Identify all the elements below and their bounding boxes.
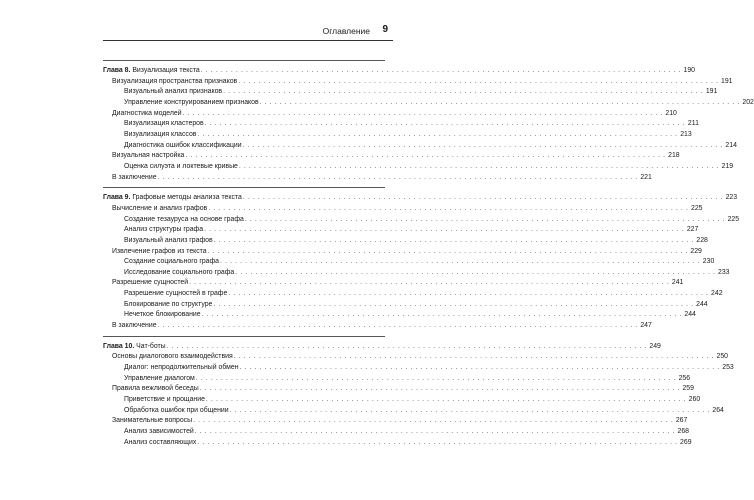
table-of-contents xyxy=(103,56,754,448)
header-rule xyxy=(103,40,393,41)
entry-title: Занимательные вопросы xyxy=(112,417,193,425)
dot-leader: . . . . . . . . . . . . . . . . . . . . . . . . . . . . . . . . . . . . . . . . . . . . . . . . . . . . . . . . . . . . . . . . . . . . . . . . . . . . . . . . . . . . . . . . . . . . . . . . xyxy=(228,290,709,298)
dot-leader: . . . . . . . . . . . . . . . . . . . . . . . . . . . . . . . . . . . . . . . . . . . . . . . . . . . . . . . . . . . . . . . . . . . . . . . . . . . . . . . . . . . . . . . . . . . . . . . . xyxy=(199,385,680,393)
toc-entry-row xyxy=(103,173,652,184)
page-ref: 244 xyxy=(684,311,696,319)
toc-entry-row xyxy=(103,278,684,289)
toc-entry-row xyxy=(103,225,699,236)
page-ref: 191 xyxy=(705,88,718,96)
dot-leader: . . . . . . . . . . . . . . . . . . . . . . . . . . . . . . . . . . . . . . . . . . . . . . . . . . . . . . . . . . . . . . . . . . . . . . . . . . . . . . . . . . . . . . . . . . . . . . . . xyxy=(233,353,714,361)
page-ref: 253 xyxy=(722,364,734,372)
dot-leader: . . . . . . . . . . . . . . . . . . . . . . . . . . . . . . . . . . . . . . . . . . . . . . . . . . . . . . . . . . . . . . . . . . . . . . . . . . . . . . . . . . . . . . . . . . . . . . . . xyxy=(157,173,638,181)
chapter-label: Глава 9. xyxy=(103,194,131,202)
dot-leader: . . . . . . . . . . . . . . . . . . . . . . . . . . . . . . . . . . . . . . . . . . . . . . . . . . . . . . . . . . . . . . . . . . . . . . . . . . . . . . . . . . . . . . . . . . . . . . . . xyxy=(238,162,720,170)
page-ref: 225 xyxy=(727,215,740,223)
toc-entry-row xyxy=(103,374,691,385)
entry-title: Диалог: непродолжительный обмен xyxy=(124,364,239,372)
entry-title: Визуальная настройка xyxy=(112,152,185,160)
toc-entry-row xyxy=(103,427,690,438)
entry-title: Создание социального графа xyxy=(124,258,220,266)
dot-leader: . . . . . . . . . . . . . . . . . . . . . . . . . . . . . . . . . . . . . . . . . . . . . . . . . . . . . . . . . . . . . . . . . . . . . . . . . . . . . . . . . . . . . . . . . . . . . . . . xyxy=(235,268,716,276)
toc-entry-row xyxy=(103,109,677,120)
page-ref: 242 xyxy=(711,290,723,298)
page-ref: 269 xyxy=(680,438,692,446)
entry-title: Визуальный анализ графов xyxy=(124,236,213,244)
dot-leader: . . . . . . . . . . . . . . . . . . . . . . . . . . . . . . . . . . . . . . . . . . . . . . . . . . . . . . . . . . . . . . . . . . . . . . . . . . . . . . . . . . . . . . . . . . . . . . . . xyxy=(204,226,685,234)
chapter-name: Визуализация текста xyxy=(130,67,200,74)
toc-entry-row xyxy=(103,352,728,363)
entry-title: Оценка силуэта и локтевые кривые xyxy=(124,162,238,170)
entry-title: Визуализация пространства признаков xyxy=(112,77,238,85)
page-ref: 228 xyxy=(696,236,708,244)
page-ref: 249 xyxy=(649,342,661,350)
page-ref: 267 xyxy=(675,417,688,425)
entry-title: Разрешение сущностей в графе xyxy=(124,290,228,298)
entry-title: Анализ зависимостей xyxy=(124,428,194,435)
chapter-title xyxy=(103,66,200,77)
page-ref: 229 xyxy=(690,247,702,255)
chapter-title xyxy=(103,342,166,353)
toc-entry-row xyxy=(103,162,734,173)
dot-leader: . . . . . . . . . . . . . . . . . . . . . . . . . . . . . . . . . . . . . . . . . . . . . . . . . . . . . . . . . . . . . . . . . . . . . . . . . . . . . . . . . . . . . . . . . . . . . . . . xyxy=(239,364,720,372)
toc-entry-row xyxy=(103,363,734,374)
toc-entry-row xyxy=(103,98,754,109)
entry-title: Визуализация кластеров xyxy=(124,120,204,128)
dot-leader: . . . . . . . . . . . . . . . . . . . . . . . . . . . . . . . . . . . . . . . . . . . . . . . . . . . . . . . . . . . . . . . . . . . . . . . . . . . . . . . . . . . . . . . . . . . . . . . . xyxy=(259,98,740,106)
toc-entry-row xyxy=(103,87,718,98)
dot-leader: . . . . . . . . . . . . . . . . . . . . . . . . . . . . . . . . . . . . . . . . . . . . . . . . . . . . . . . . . . . . . . . . . . . . . . . . . . . . . . . . . . . . . . . . . . . . . . . . xyxy=(200,67,681,74)
toc-entry-row xyxy=(103,268,730,279)
dot-leader: . . . . . . . . . . . . . . . . . . . . . . . . . . . . . . . . . . . . . . . . . . . . . . . . . . . . . . . . . . . . . . . . . . . . . . . . . . . . . . . . . . . . . . . . . . . . . . . . xyxy=(195,374,677,382)
section-title: Оглавление xyxy=(322,26,370,36)
toc-entry-row xyxy=(103,130,692,141)
dot-leader: . . . . . . . . . . . . . . . . . . . . . . . . . . . . . . . . . . . . . . . . . . . . . . . . . . . . . . . . . . . . . . . . . . . . . . . . . . . . . . . . . . . . . . . . . . . . . . . . xyxy=(207,247,688,255)
page-ref: 233 xyxy=(718,268,730,276)
page-ref: 247 xyxy=(640,322,652,330)
entry-title: Извлечение графов из текста xyxy=(112,247,207,255)
toc-entry-row xyxy=(103,406,724,417)
chapter-label: Глава 10. xyxy=(103,342,135,350)
page-ref: 210 xyxy=(665,109,677,117)
dot-leader: . . . . . . . . . . . . . . . . . . . . . . . . . . . . . . . . . . . . . . . . . . . . . . . . . . . . . . . . . . . . . . . . . . . . . . . . . . . . . . . . . . . . . . . . . . . . . . . . xyxy=(242,194,724,202)
dot-leader: . . . . . . . . . . . . . . . . . . . . . . . . . . . . . . . . . . . . . . . . . . . . . . . . . . . . . . . . . . . . . . . . . . . . . . . . . . . . . . . . . . . . . . . . . . . . . . . . xyxy=(205,396,687,404)
dot-leader: . . . . . . . . . . . . . . . . . . . . . . . . . . . . . . . . . . . . . . . . . . . . . . . . . . . . . . . . . . . . . . . . . . . . . . . . . . . . . . . . . . . . . . . . . . . . . . . . xyxy=(189,279,670,287)
dot-leader: . . . . . . . . . . . . . . . . . . . . . . . . . . . . . . . . . . . . . . . . . . . . . . . . . . . . . . . . . . . . . . . . . . . . . . . . . . . . . . . . . . . . . . . . . . . . . . . . xyxy=(197,130,678,138)
entry-title: Визуальный анализ признаков xyxy=(124,88,223,96)
entry-title: Управление диалогом xyxy=(124,374,195,382)
entry-title: Правила вежливой беседы xyxy=(112,385,199,393)
page-number: 9 xyxy=(382,24,388,35)
toc-entry-row xyxy=(103,438,692,449)
dot-leader: . . . . . . . . . . . . . . . . . . . . . . . . . . . . . . . . . . . . . . . . . . . . . . . . . . . . . . . . . . . . . . . . . . . . . . . . . . . . . . . . . . . . . . . . . . . . . . . . xyxy=(244,215,726,223)
dot-leader: . . . . . . . . . . . . . . . . . . . . . . . . . . . . . . . . . . . . . . . . . . . . . . . . . . . . . . . . . . . . . . . . . . . . . . . . . . . . . . . . . . . . . . . . . . . . . . . . xyxy=(229,406,710,414)
dot-leader: . . . . . . . . . . . . . . . . . . . . . . . . . . . . . . . . . . . . . . . . . . . . . . . . . . . . . . . . . . . . . . . . . . . . . . . . . . . . . . . . . . . . . . . . . . . . . . . . xyxy=(223,88,704,96)
chapter-separator xyxy=(103,60,385,61)
toc-chapter-row xyxy=(103,342,661,353)
toc-entry-row xyxy=(103,395,701,406)
toc-entry-row xyxy=(103,300,708,311)
page-ref: 250 xyxy=(716,353,728,361)
chapter-separator xyxy=(103,336,385,337)
dot-leader: . . . . . . . . . . . . . . . . . . . . . . . . . . . . . . . . . . . . . . . . . . . . . . . . . . . . . . . . . . . . . . . . . . . . . . . . . . . . . . . . . . . . . . . . . . . . . . . . xyxy=(194,428,676,435)
page-ref: 241 xyxy=(671,279,684,287)
dot-leader: . . . . . . . . . . . . . . . . . . . . . . . . . . . . . . . . . . . . . . . . . . . . . . . . . . . . . . . . . . . . . . . . . . . . . . . . . . . . . . . . . . . . . . . . . . . . . . . . xyxy=(201,311,682,319)
entry-title: Основы диалогового взаимодействия xyxy=(112,353,233,361)
page-ref: 191 xyxy=(721,77,733,85)
page-ref: 227 xyxy=(686,226,699,234)
toc-entry-row xyxy=(103,204,703,215)
dot-leader: . . . . . . . . . . . . . . . . . . . . . . . . . . . . . . . . . . . . . . . . . . . . . . . . . . . . . . . . . . . . . . . . . . . . . . . . . . . . . . . . . . . . . . . . . . . . . . . . xyxy=(157,322,638,330)
toc-entry-row xyxy=(103,384,694,395)
entry-title: Диагностика моделей xyxy=(112,109,182,117)
dot-leader: . . . . . . . . . . . . . . . . . . . . . . . . . . . . . . . . . . . . . . . . . . . . . . . . . . . . . . . . . . . . . . . . . . . . . . . . . . . . . . . . . . . . . . . . . . . . . . . . xyxy=(242,141,723,149)
toc-entry-row xyxy=(103,247,702,258)
dot-leader: . . . . . . . . . . . . . . . . . . . . . . . . . . . . . . . . . . . . . . . . . . . . . . . . . . . . . . . . . . . . . . . . . . . . . . . . . . . . . . . . . . . . . . . . . . . . . . . . xyxy=(185,152,666,160)
dot-leader: . . . . . . . . . . . . . . . . . . . . . . . . . . . . . . . . . . . . . . . . . . . . . . . . . . . . . . . . . . . . . . . . . . . . . . . . . . . . . . . . . . . . . . . . . . . . . . . . xyxy=(208,204,689,212)
toc-entry-row xyxy=(103,141,737,152)
chapter-name: Чат-боты xyxy=(134,342,166,350)
page-ref: 214 xyxy=(725,141,737,149)
dot-leader: . . . . . . . . . . . . . . . . . . . . . . . . . . . . . . . . . . . . . . . . . . . . . . . . . . . . . . . . . . . . . . . . . . . . . . . . . . . . . . . . . . . . . . . . . . . . . . . . xyxy=(238,77,719,85)
entry-title: Визуализация классов xyxy=(124,130,197,138)
page-ref: 225 xyxy=(690,204,703,212)
page-ref: 202 xyxy=(742,98,754,106)
dot-leader: . . . . . . . . . . . . . . . . . . . . . . . . . . . . . . . . . . . . . . . . . . . . . . . . . . . . . . . . . . . . . . . . . . . . . . . . . . . . . . . . . . . . . . . . . . . . . . . . xyxy=(213,300,694,308)
dot-leader: . . . . . . . . . . . . . . . . . . . . . . . . . . . . . . . . . . . . . . . . . . . . . . . . . . . . . . . . . . . . . . . . . . . . . . . . . . . . . . . . . . . . . . . . . . . . . . . . xyxy=(197,438,678,446)
chapter-label: Глава 8. xyxy=(103,67,131,74)
dot-leader: . . . . . . . . . . . . . . . . . . . . . . . . . . . . . . . . . . . . . . . . . . . . . . . . . . . . . . . . . . . . . . . . . . . . . . . . . . . . . . . . . . . . . . . . . . . . . . . . xyxy=(166,342,647,350)
entry-title: Обработка ошибок при общении xyxy=(124,406,229,414)
page-ref: 213 xyxy=(680,130,692,138)
page-ref: 264 xyxy=(712,406,724,414)
entry-title: Исследование социального графа xyxy=(124,268,235,276)
toc-entry-row xyxy=(103,151,680,162)
entry-title: Блокирование по структуре xyxy=(124,300,213,308)
toc-entry-row xyxy=(103,215,740,226)
chapter-separator xyxy=(103,187,385,188)
toc-entry-row xyxy=(103,119,699,130)
page-ref: 256 xyxy=(678,374,691,382)
entry-title: Разрешение сущностей xyxy=(112,279,189,287)
page-ref: 221 xyxy=(640,173,652,181)
entry-title: Анализ составляющих xyxy=(124,438,197,446)
page-ref: 219 xyxy=(721,162,734,170)
chapter-title xyxy=(103,193,242,204)
page-ref: 230 xyxy=(702,258,715,266)
entry-title: Приветствие и прощание xyxy=(124,396,205,404)
page-ref: 223 xyxy=(725,194,738,202)
dot-leader: . . . . . . . . . . . . . . . . . . . . . . . . . . . . . . . . . . . . . . . . . . . . . . . . . . . . . . . . . . . . . . . . . . . . . . . . . . . . . . . . . . . . . . . . . . . . . . . . xyxy=(204,120,685,128)
entry-title: В заключение xyxy=(112,173,157,181)
dot-leader: . . . . . . . . . . . . . . . . . . . . . . . . . . . . . . . . . . . . . . . . . . . . . . . . . . . . . . . . . . . . . . . . . . . . . . . . . . . . . . . . . . . . . . . . . . . . . . . . xyxy=(220,258,701,266)
page-ref: 218 xyxy=(668,152,680,160)
running-header xyxy=(0,22,500,42)
page-ref: 260 xyxy=(688,396,701,404)
page-ref: 190 xyxy=(683,67,695,74)
entry-title: Анализ структуры графа xyxy=(124,226,204,234)
toc-chapter-row xyxy=(103,66,695,77)
toc-entry-row xyxy=(103,416,688,427)
page-ref: 244 xyxy=(696,300,708,308)
entry-title: Управление конструированием признаков xyxy=(124,98,259,106)
chapter-name: Графовые методы анализа текста xyxy=(130,194,242,202)
dot-leader: . . . . . . . . . . . . . . . . . . . . . . . . . . . . . . . . . . . . . . . . . . . . . . . . . . . . . . . . . . . . . . . . . . . . . . . . . . . . . . . . . . . . . . . . . . . . . . . . xyxy=(213,236,694,244)
toc-entry-row xyxy=(103,236,708,247)
dot-leader: . . . . . . . . . . . . . . . . . . . . . . . . . . . . . . . . . . . . . . . . . . . . . . . . . . . . . . . . . . . . . . . . . . . . . . . . . . . . . . . . . . . . . . . . . . . . . . . . xyxy=(182,109,663,117)
entry-title: В заключение xyxy=(112,322,157,330)
entry-title: Нечеткое блокирование xyxy=(124,311,201,319)
toc-entry-row xyxy=(103,321,652,332)
entry-title: Диагностика ошибок классификации xyxy=(124,141,242,149)
page-ref: 268 xyxy=(677,428,690,435)
page-ref: 259 xyxy=(682,385,694,393)
dot-leader: . . . . . . . . . . . . . . . . . . . . . . . . . . . . . . . . . . . . . . . . . . . . . . . . . . . . . . . . . . . . . . . . . . . . . . . . . . . . . . . . . . . . . . . . . . . . . . . . xyxy=(193,417,674,425)
entry-title: Вычисление и анализ графов xyxy=(112,204,208,212)
toc-entry-row xyxy=(103,77,733,88)
toc-entry-row xyxy=(103,310,696,321)
toc-entry-row xyxy=(103,289,723,300)
toc-chapter-row xyxy=(103,193,738,204)
toc-entry-row xyxy=(103,257,715,268)
page-ref: 211 xyxy=(687,120,699,128)
entry-title: Создание тезауруса на основе графа xyxy=(124,215,244,223)
